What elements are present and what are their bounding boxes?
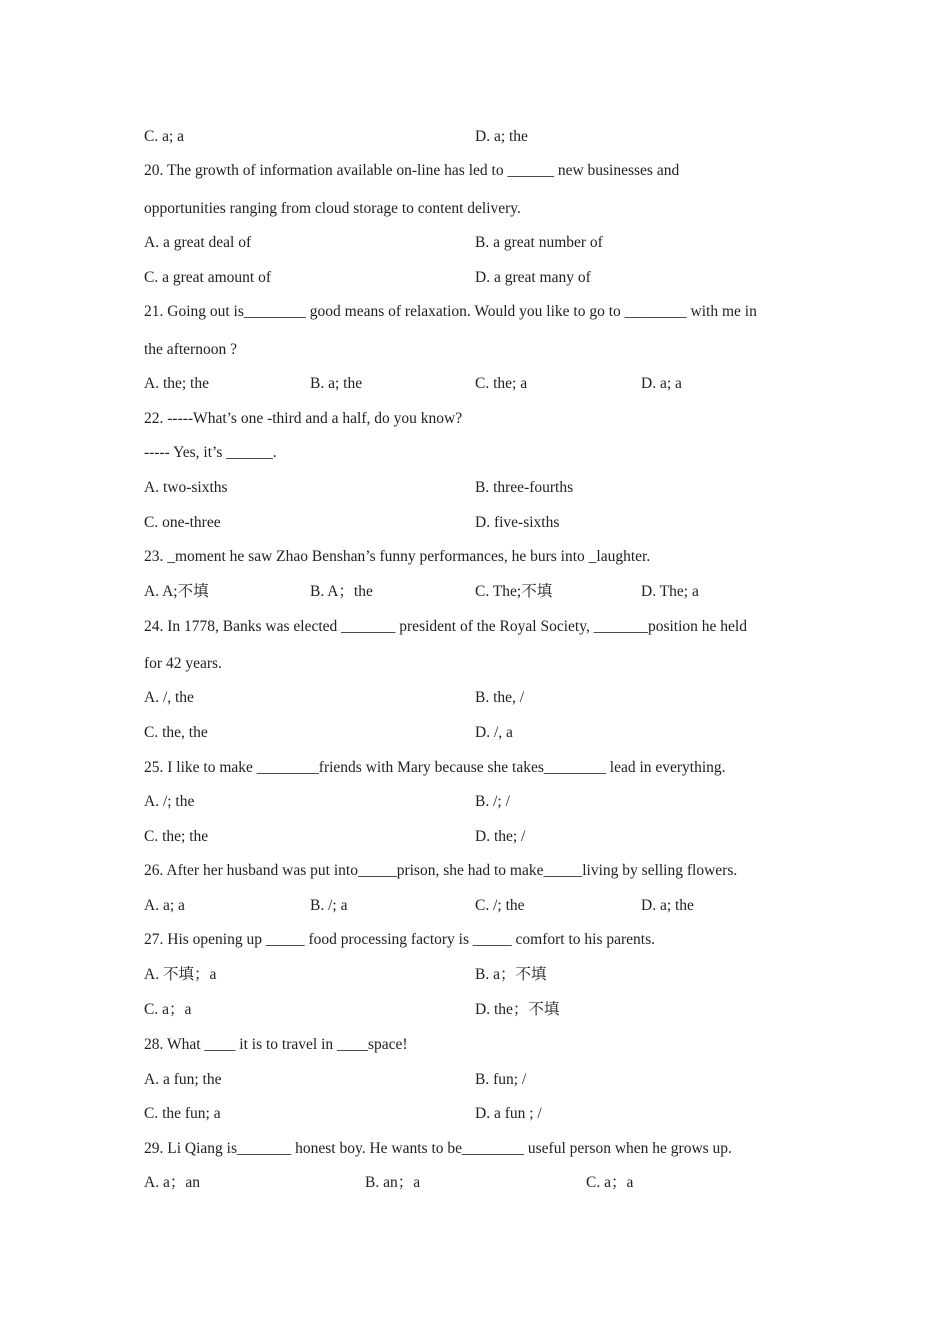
- question-text: 22. -----What’s one -third and a half, do you know?: [144, 410, 463, 427]
- option-text: B. a；不填: [475, 966, 547, 983]
- option-text: C. a; a: [144, 128, 185, 145]
- question-text: opportunities ranging from cloud storage to content delivery.: [144, 200, 521, 217]
- option-text: D. a fun ; /: [475, 1105, 542, 1122]
- option-text: A. the; the: [144, 375, 209, 392]
- question-text: for 42 years.: [144, 655, 222, 672]
- option-text: C. one-three: [144, 514, 221, 531]
- option-text: D. a great many of: [475, 269, 591, 286]
- option-text: A. a fun; the: [144, 1071, 222, 1088]
- option-text: A. A;不填: [144, 583, 209, 600]
- option-text: C. the, the: [144, 724, 208, 741]
- option-text: C. the; the: [144, 828, 209, 845]
- question-text: 27. His opening up _____ food processing factory is _____ comfort to his parents.: [144, 931, 655, 948]
- option-text: A. two-sixths: [144, 479, 228, 496]
- option-text: D. a; the: [475, 128, 528, 145]
- question-text: 21. Going out is________ good means of relaxation. Would you like to go to ________ with me in: [144, 303, 757, 320]
- option-text: C. /; the: [475, 897, 525, 914]
- question-text: the afternoon ?: [144, 341, 237, 358]
- option-text: A. /, the: [144, 689, 194, 706]
- option-text: D. a; a: [641, 375, 682, 392]
- option-text: C. a；a: [586, 1174, 634, 1191]
- option-text: D. The; a: [641, 583, 699, 600]
- question-text: 29. Li Qiang is_______ honest boy. He wants to be________ useful person when he grows up.: [144, 1140, 732, 1157]
- option-text: B. /; a: [310, 897, 348, 914]
- option-text: C. a great amount of: [144, 269, 271, 286]
- option-text: B. a great number of: [475, 234, 603, 251]
- option-text: C. the fun; a: [144, 1105, 221, 1122]
- option-text: B. A；the: [310, 583, 373, 600]
- question-text: ----- Yes, it’s ______.: [144, 444, 277, 461]
- option-text: C. a；a: [144, 1001, 192, 1018]
- option-text: C. The;不填: [475, 583, 553, 600]
- option-text: B. an；a: [365, 1174, 421, 1191]
- question-text: 26. After her husband was put into_____prison, she had to make_____living by selling flowers.: [144, 862, 738, 879]
- option-text: D. the; /: [475, 828, 526, 845]
- option-text: B. a; the: [310, 375, 363, 392]
- option-text: D. /, a: [475, 724, 513, 741]
- option-text: A. a; a: [144, 897, 185, 914]
- option-text: D. the；不填: [475, 1001, 560, 1018]
- option-text: A. a；an: [144, 1174, 200, 1191]
- option-text: B. /; /: [475, 793, 510, 810]
- question-text: 24. In 1778, Banks was elected _______ president of the Royal Society, _______position he held: [144, 618, 747, 635]
- option-text: B. the, /: [475, 689, 525, 706]
- option-text: B. three-fourths: [475, 479, 574, 496]
- question-text: 28. What ____ it is to travel in ____space!: [144, 1036, 408, 1053]
- question-text: 23. _moment he saw Zhao Benshan’s funny performances, he burs into _laughter.: [144, 548, 651, 565]
- option-text: A. a great deal of: [144, 234, 252, 251]
- option-text: A. /; the: [144, 793, 195, 810]
- question-text: 25. I like to make ________friends with Mary because she takes________ lead in everything.: [144, 759, 726, 776]
- option-text: B. fun; /: [475, 1071, 527, 1088]
- option-text: D. a; the: [641, 897, 694, 914]
- option-text: C. the; a: [475, 375, 528, 392]
- question-text: 20. The growth of information available on-line has led to ______ new businesses and: [144, 162, 680, 179]
- option-text: D. five-sixths: [475, 514, 560, 531]
- option-text: A. 不填；a: [144, 966, 217, 983]
